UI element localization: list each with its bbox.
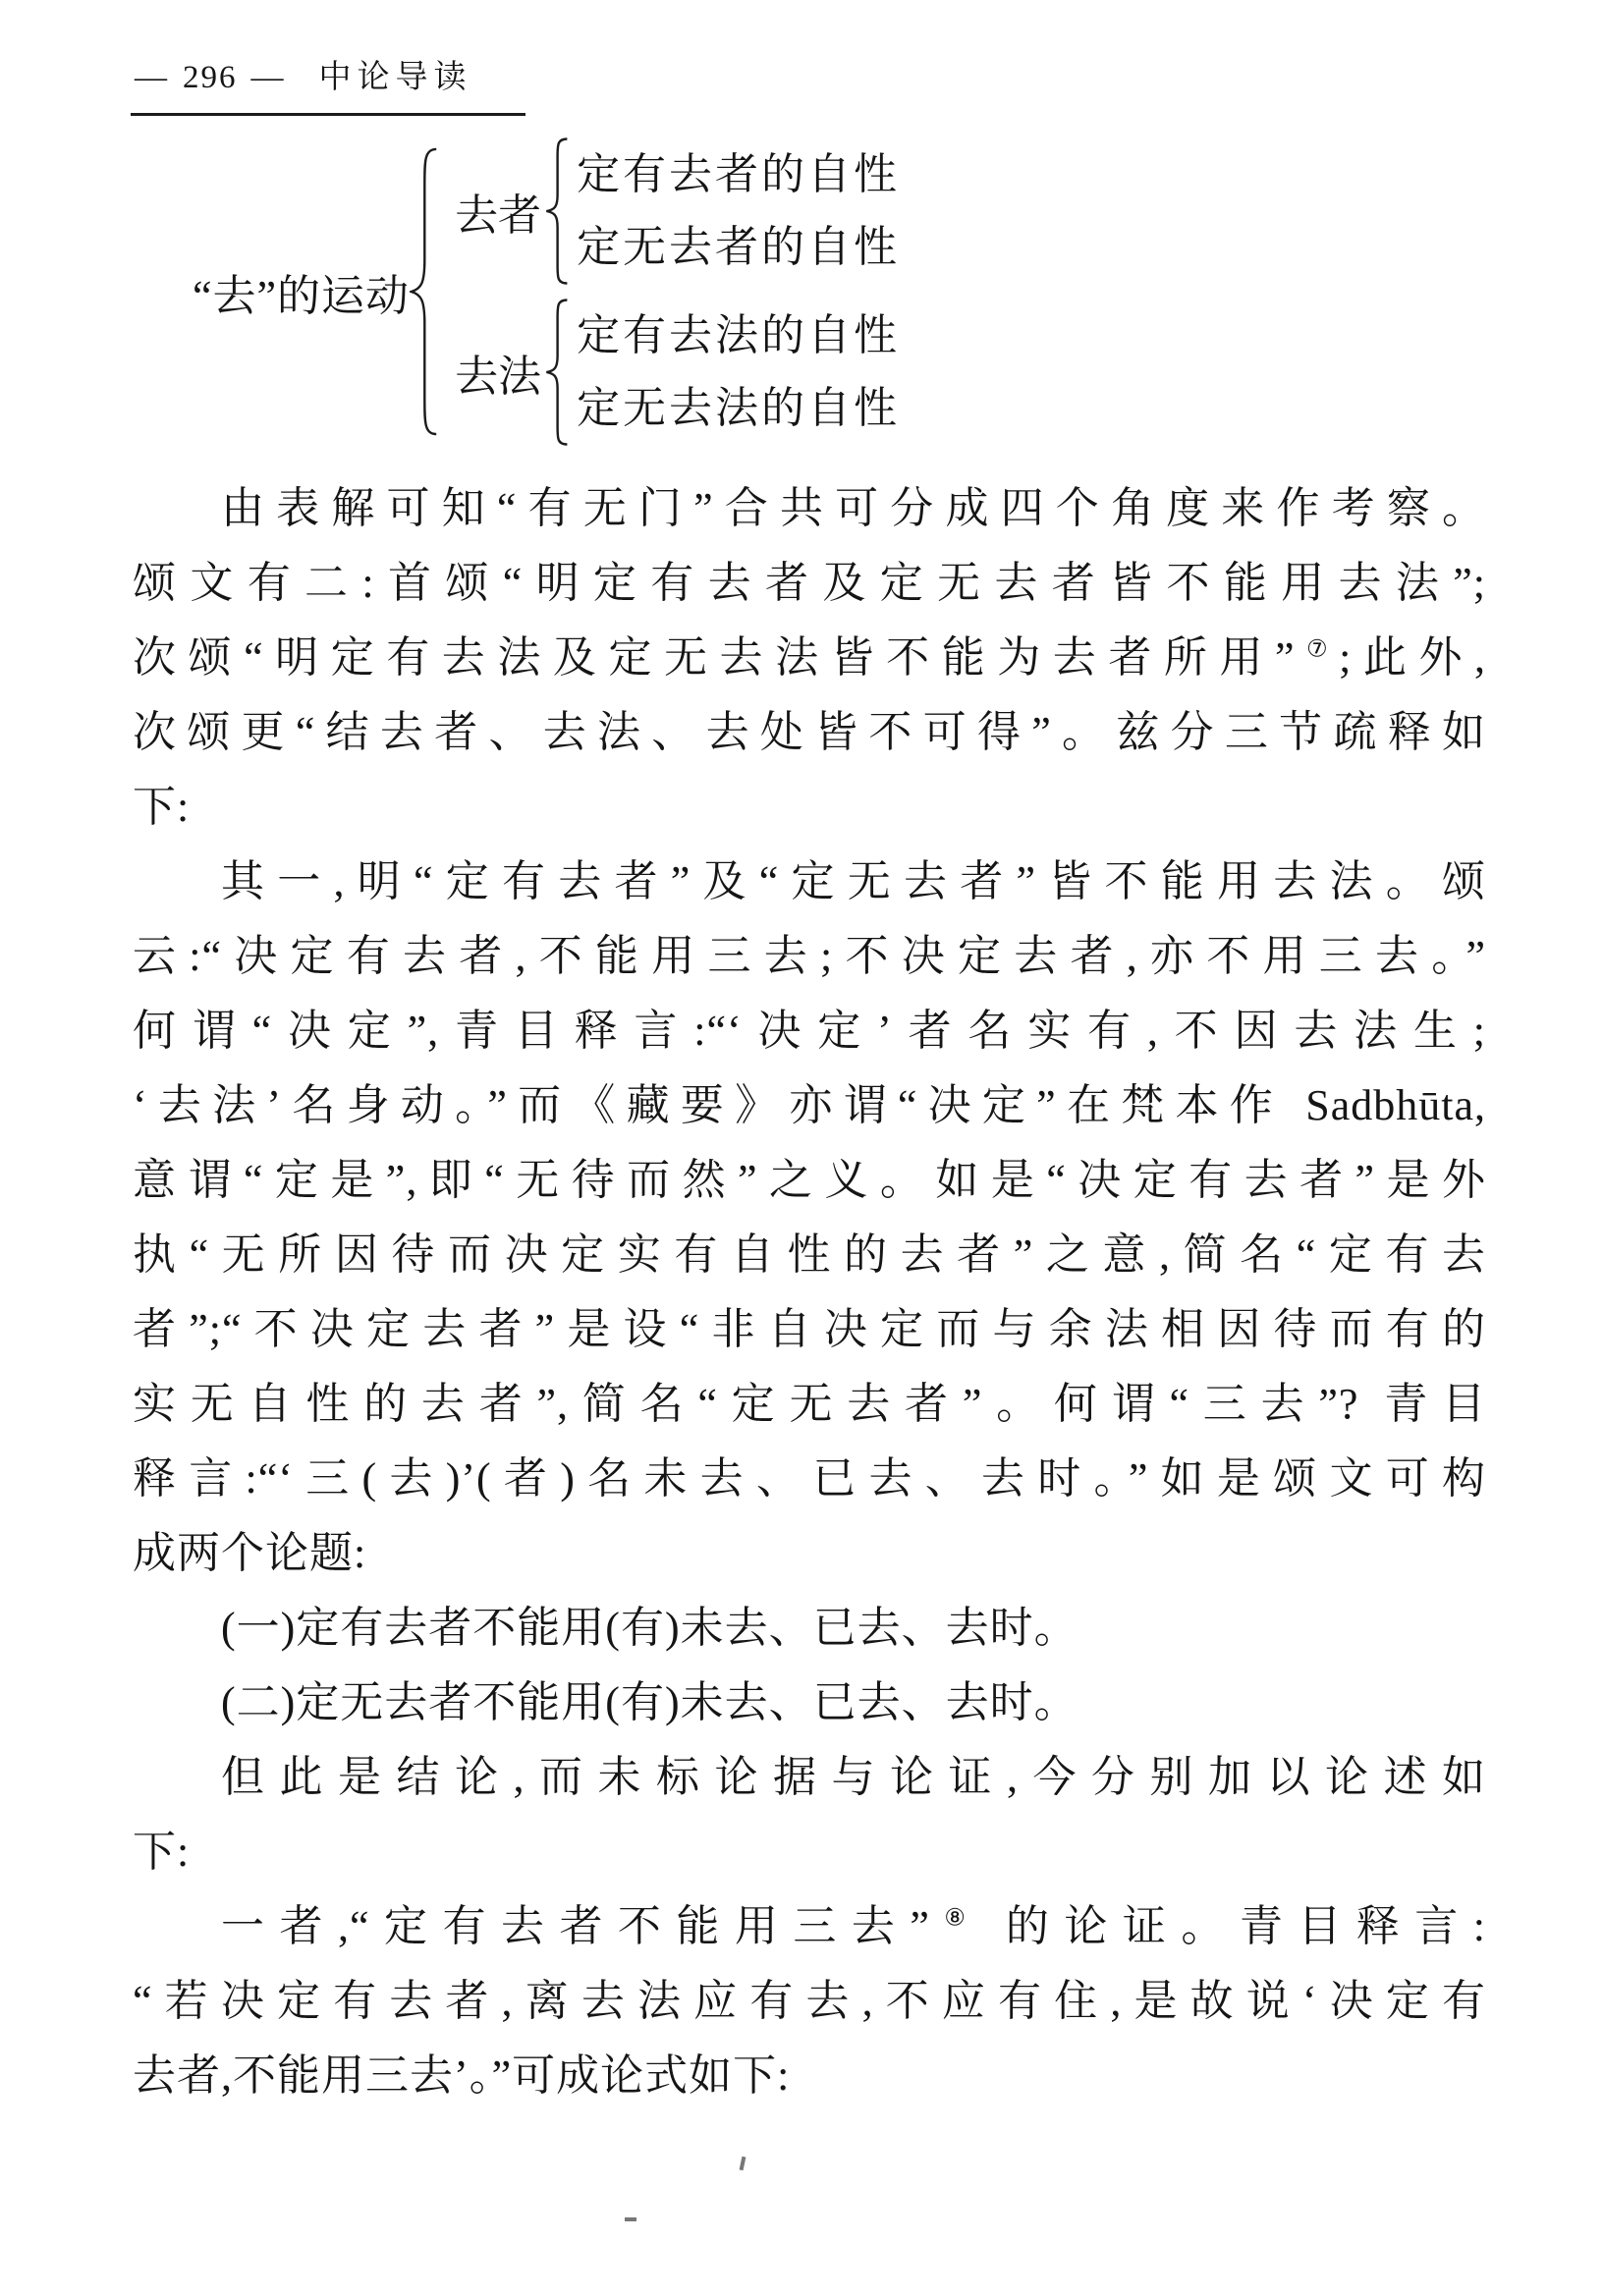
- text-line: [133, 1889, 1486, 1964]
- scan-speck: [740, 2157, 746, 2171]
- text-segment: 意谓“定是”,即“无待而然”之义。如是“决定有去者”是外: [133, 1156, 1486, 1204]
- branch-leaves: [573, 300, 900, 445]
- text-line: [133, 1964, 1486, 2039]
- text-line: [133, 1591, 1486, 1666]
- footnote-marker: ⑦: [1295, 636, 1340, 663]
- text-line: [133, 1292, 1486, 1367]
- text-segment: 实无自性的去者”,简名“定无去者”。何谓“三去”? 青目: [133, 1380, 1486, 1428]
- text-line: [133, 845, 1486, 919]
- header-dash-right: —: [250, 60, 286, 95]
- text-segment: 何谓“决定”,青目释言:“‘决定’者名实有,不因去法生;: [133, 1007, 1486, 1055]
- text-segment: 者”;“不决定去者”是设“非自决定而与余法相因待而有的: [133, 1305, 1486, 1353]
- text-line: [133, 1218, 1486, 1292]
- text-segment: 的论证。青目释言:: [979, 1902, 1487, 1950]
- text-segment: 次颂“明定有去法及定无去法皆不能为去者所用”: [133, 633, 1296, 682]
- inner-brace-icon: [545, 137, 573, 285]
- scan-speck: [625, 2217, 636, 2221]
- text-segment: 由表解可知“有无门”合共可分成四个角度来作考察。: [221, 484, 1486, 532]
- text-line: [133, 1815, 1486, 1889]
- leaf: 定无去法的自性: [577, 384, 901, 432]
- text-segment: 其一,明“定有去者”及“定无去者”皆不能用去法。颂: [221, 857, 1486, 905]
- text-line: [133, 1666, 1486, 1740]
- text-segment: 一者,“定有去者不能用三去”: [221, 1902, 930, 1950]
- text-segment: (二)定无去者不能用(有)未去、已去、去时。: [221, 1678, 1078, 1726]
- text-line: [133, 695, 1486, 770]
- text-segment: (一)定有去者不能用(有)未去、已去、去时。: [221, 1604, 1078, 1652]
- text-segment: 释言:“‘三(去)’(者)名未去、已去、去时。”如是颂文可构: [133, 1454, 1486, 1503]
- text-segment: 但此是结论,而未标论据与论证,今分别加以论述如: [221, 1753, 1486, 1801]
- text-segment: 下:: [133, 783, 191, 831]
- text-segment: “若决定有去者,离去法应有去,不应有住,是故说‘决定有: [133, 1977, 1486, 2025]
- inner-brace-icon: [545, 299, 573, 446]
- leaf: 定有去者的自性: [577, 150, 901, 198]
- diagram-branches: [445, 137, 900, 446]
- branch-qu-zhe: [445, 137, 900, 285]
- text-segment: ‘去法’名身动。”而《藏要》亦谓“决定”在梵本作 Sadbhūta,: [133, 1081, 1486, 1129]
- text-line: [133, 1740, 1486, 1815]
- text-segment: 下:: [133, 1828, 191, 1876]
- text-line: [133, 1143, 1486, 1218]
- page-number: 296: [183, 60, 238, 95]
- classification-diagram: [193, 137, 900, 446]
- header-dash-left: —: [135, 60, 169, 95]
- book-title: 中论导读: [318, 60, 472, 95]
- text-segment: 云:“决定有去者,不能用三去;不决定去者,亦不用三去。”: [133, 932, 1486, 980]
- text-segment: 颂文有二:首颂“明定有去者及定无去者皆不能用去法”;: [133, 559, 1486, 607]
- text-line: [133, 546, 1486, 621]
- text-line: [133, 1068, 1486, 1143]
- text-segment: 去者,不能用三去’。”可成论式如下:: [133, 2051, 791, 2100]
- text-line: [133, 1442, 1486, 1516]
- branch-qu-fa: [445, 299, 900, 446]
- text-line: [133, 1516, 1486, 1591]
- footnote-marker: ⑧: [929, 1905, 980, 1932]
- outer-brace-icon: [410, 146, 443, 437]
- branch-leaves: [573, 138, 900, 284]
- text-line: [133, 2039, 1486, 2113]
- text-line: [133, 770, 1486, 845]
- text-line: [133, 471, 1486, 546]
- text-line: [133, 1367, 1486, 1442]
- page-header: [131, 51, 525, 116]
- leaf: 定无去者的自性: [577, 223, 901, 271]
- text-line: [133, 919, 1486, 994]
- text-line: [133, 994, 1486, 1068]
- body-text: [133, 471, 1486, 2113]
- text-segment: 次颂更“结去者、去法、去处皆不可得”。兹分三节疏释如: [133, 708, 1486, 756]
- branch-label: 去法: [455, 353, 542, 401]
- branch-label: 去者: [455, 191, 542, 240]
- diagram-root-label: “去”的运动: [193, 272, 411, 320]
- text-segment: ;此外,: [1339, 633, 1487, 682]
- text-line: [133, 621, 1486, 695]
- text-segment: 执“无所因待而决定实有自性的去者”之意,简名“定有去: [133, 1230, 1486, 1279]
- leaf: 定有去法的自性: [577, 311, 901, 359]
- text-segment: 成两个论题:: [133, 1529, 367, 1577]
